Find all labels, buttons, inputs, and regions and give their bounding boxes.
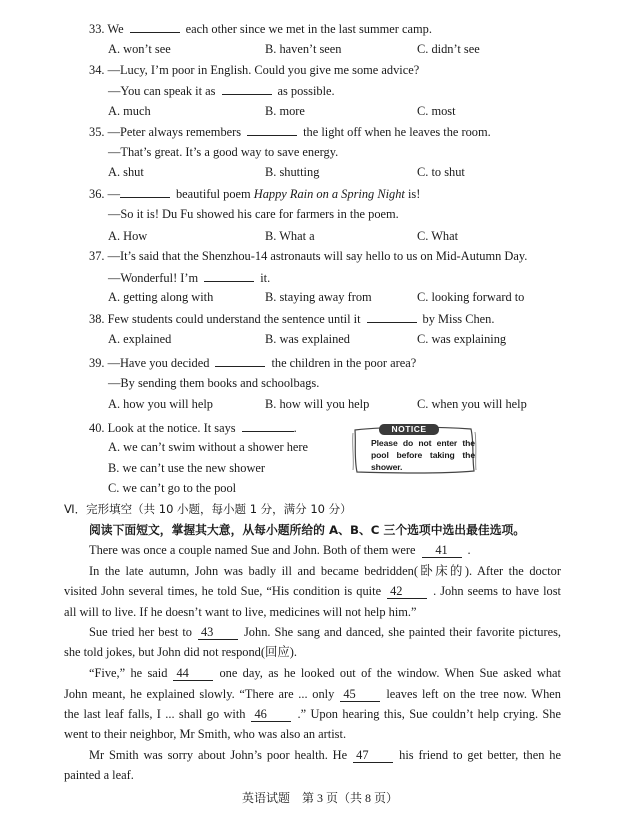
blank-44: 44 [173,666,213,681]
option-a: A. we can’t swim without a shower here [108,440,309,454]
answer-blank [120,185,170,198]
question-34-stem: 34. —Lucy, I’m poor in English. Could you give me some advice? [89,63,420,77]
option-b: B. What a [265,229,315,243]
section-instruction: 阅读下面短文，掌握其大意，从每小题所给的 A、B、C 三个选项中选出最佳选项。 [89,523,526,537]
option-a: A. explained [108,332,172,346]
option-a: A. getting along with [108,290,214,304]
passage-line: John meant, he explained slowly. “There are ... only 45 leaves left on the tree now. When [64,687,561,701]
answer-blank [222,82,272,95]
option-c: C. didn’t see [417,42,480,56]
passage-line: painted a leaf. [64,768,134,782]
question-39-stem: 39. —Have you decided the children in the poor area? [89,356,417,370]
option-c: C. looking forward to [417,290,525,304]
notice-text: Please do not enter the pool before taking the shower. [371,438,475,472]
poem-title: Happy Rain on a Spring Night [253,187,405,201]
passage-line: Mr Smith was sorry about John’s poor health. He 47 his friend to get better, then he [89,748,561,762]
blank-43: 43 [198,625,238,640]
option-b: B. was explained [265,332,350,346]
question-36-stem: 36. — beautiful poem Happy Rain on a Spring Night is! [89,187,421,201]
answer-blank [130,20,180,33]
answer-blank [367,310,417,323]
question-37-reply: —Wonderful! I’m it. [108,271,271,285]
option-b: B. haven’t seen [265,42,342,56]
option-c: C. was explaining [417,332,507,346]
section-heading: Ⅵ．完形填空（共 10 小题，每小题 1 分，满分 10 分） [64,502,352,516]
option-c: C. to shut [417,165,465,179]
option-c: C. when you will help [417,397,527,411]
passage-line: visited John several times, he told Sue, “His condition is quite 42 . John seems to have lost [64,584,561,598]
question-33-stem: 33. We each other since we met in the last summer camp. [89,22,432,36]
notice-sign [351,424,477,476]
question-34-reply: —You can speak it as as possible. [108,84,335,98]
question-39-reply: —By sending them books and schoolbags. [108,376,320,390]
passage-line: There was once a couple named Sue and John. Both of them were 41 . [89,543,471,557]
passage-line: Sue tried her best to 43 John. She sang and danced, she painted their favorite pictures, [89,625,561,639]
option-c: C. What [417,229,459,243]
option-a: A. shut [108,165,144,179]
answer-blank [247,123,297,136]
blank-47: 47 [353,748,393,763]
notice-title: NOTICE [379,424,439,435]
question-35-stem: 35. —Peter always remembers the light off when he leaves the room. [89,125,491,139]
question-36-reply: —So it is! Du Fu showed his care for farmers in the poem. [108,207,399,221]
passage-line: went to their neighbor, Mr Smith, who was also an artist. [64,727,347,741]
question-35-reply: —That’s great. It’s a good way to save energy. [108,145,339,159]
question-37-stem: 37. —It’s said that the Shenzhou-14 astronauts will say hello to us on Mid-Autumn Day. [89,249,528,263]
answer-blank [215,354,265,367]
passage-line: she told jokes, but John did not respond(回应). [64,645,297,659]
option-b: B. more [265,104,305,118]
question-40-stem: 40. Look at the notice. It says . [89,421,297,435]
option-c: C. we can’t go to the pool [108,481,237,495]
blank-45: 45 [340,687,380,702]
option-a: A. much [108,104,151,118]
option-a: A. How [108,229,148,243]
option-a: A. how you will help [108,397,213,411]
answer-blank [204,269,254,282]
option-b: B. we can’t use the new shower [108,461,266,475]
option-b: B. staying away from [265,290,372,304]
option-b: B. shutting [265,165,320,179]
option-b: B. how will you help [265,397,370,411]
answer-blank [242,419,294,432]
option-a: A. won’t see [108,42,171,56]
passage-line: “Five,” he said 44 one day, as he looked out of the window. When Sue asked what [89,666,561,680]
question-38-stem: 38. Few students could understand the sentence until it by Miss Chen. [89,312,495,326]
page-footer: 英语试题 第 3 页（共 8 页） [241,791,398,805]
blank-46: 46 [251,707,291,722]
passage-line: the last leaf falls, I ... shall go with 46 .” Upon hearing this, Sue couldn’t help crying. She [64,707,561,721]
option-c: C. most [417,104,456,118]
blank-42: 42 [387,584,427,599]
passage-line: In the late autumn, John was badly ill and became bedridden(卧床的). After the doctor [89,564,561,578]
passage-line: all will to live. If he doesn’t want to live, medicines will not help him.” [64,605,417,619]
blank-41: 41 [422,543,462,558]
